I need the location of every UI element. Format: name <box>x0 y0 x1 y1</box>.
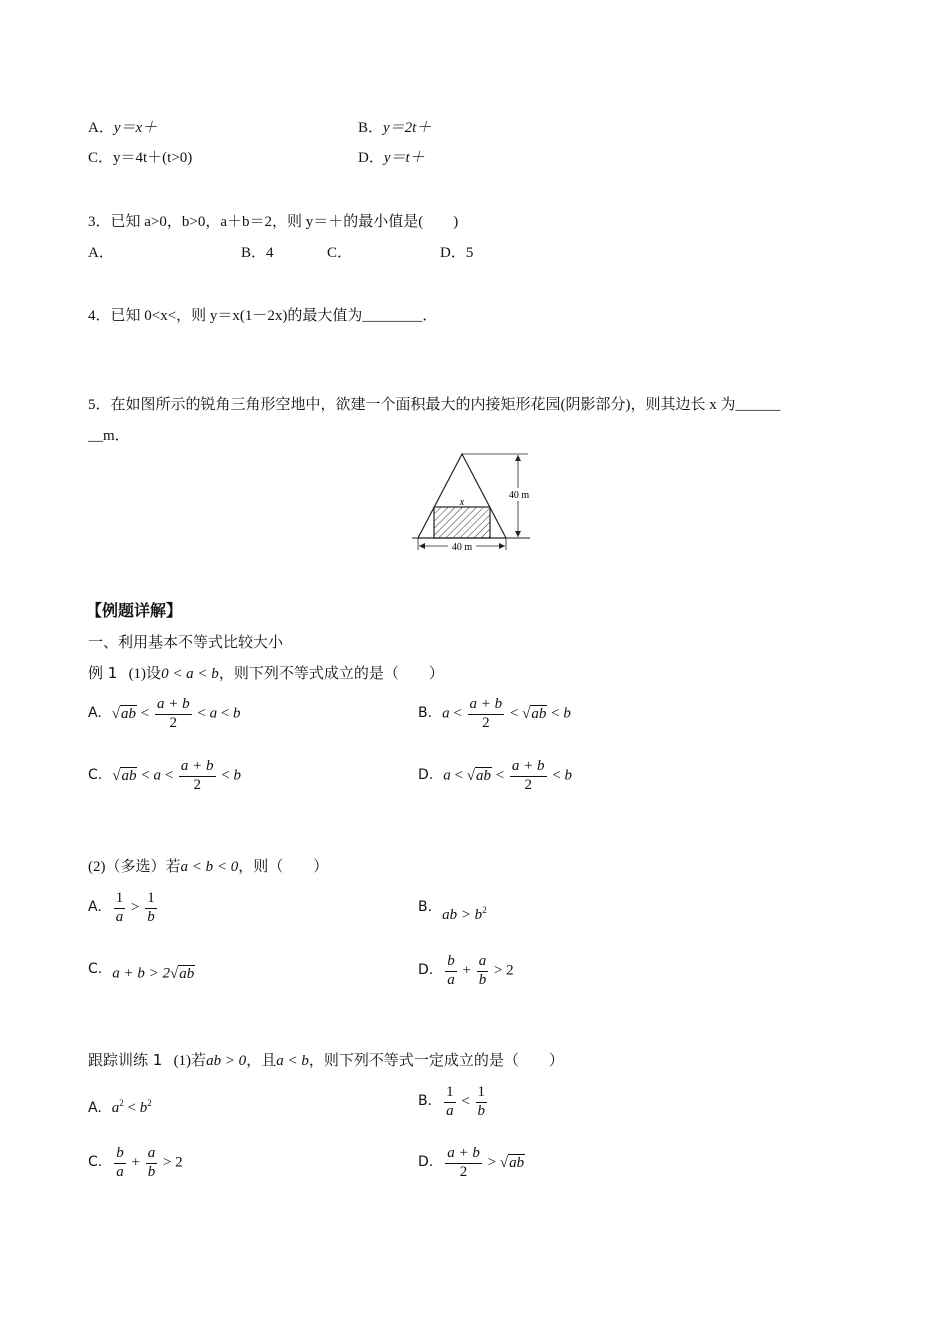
q2-option-b <box>358 116 431 137</box>
q3-option-b: B．4 <box>241 245 274 261</box>
stem-prefix: (2)（多选）若 <box>88 859 181 875</box>
stem-condition: ab > 0 <box>206 1053 247 1069</box>
q5-stem-line1: 5．在如图所示的锐角三角形空地中，欲建一个面积最大的内接矩形花园(阴影部分)，则其边长 x 为______ <box>88 397 781 413</box>
q2-option-c <box>88 146 192 167</box>
var-b: b <box>563 705 571 722</box>
option-text: y＝2t＋ <box>383 120 432 136</box>
q3-stem: 3．已知 a>0，b>0，a＋b＝2，则 y＝＋的最小值是( ) <box>88 214 459 230</box>
stem-prefix: (1)若 <box>173 1053 207 1069</box>
stem-mid: ，且 <box>246 1053 277 1069</box>
sqrt-ab: √ab <box>169 966 195 982</box>
denominator: b <box>147 909 155 925</box>
lt: < <box>123 1100 140 1116</box>
ex1-part2-option-a <box>88 890 159 926</box>
plus: + <box>127 1154 144 1171</box>
numerator: a + b <box>510 758 547 777</box>
sqrt-ab: √ab <box>522 706 547 722</box>
practice-label: 跟踪训练 1 <box>88 1051 163 1069</box>
x-label: x <box>459 497 465 508</box>
height-label: 40 m <box>508 490 530 501</box>
denominator: a <box>115 909 124 925</box>
gt: > <box>483 1154 500 1171</box>
exponent: 2 <box>482 905 487 915</box>
radicand: ab <box>121 768 137 784</box>
stem-condition: 0 < a < b <box>161 666 219 682</box>
stem-condition: a < b < 0 <box>180 859 239 875</box>
fraction <box>114 1145 126 1181</box>
lt: < <box>449 705 466 722</box>
stem-prefix: (1)设 <box>128 666 162 682</box>
option-label: B. <box>418 705 433 722</box>
fraction <box>114 890 126 926</box>
expression: ab > b <box>442 907 483 923</box>
numerator: 1 <box>444 1084 456 1103</box>
option-label: D. <box>418 1154 434 1171</box>
lt: < <box>506 705 523 722</box>
denominator: 2 <box>524 777 532 793</box>
track1-option-d <box>418 1145 525 1181</box>
denominator: 2 <box>482 715 490 731</box>
numerator: a <box>146 1145 158 1164</box>
option-label: B. <box>418 899 433 915</box>
fraction <box>477 953 489 989</box>
fraction <box>445 953 457 989</box>
numerator: a + b <box>179 758 216 777</box>
base-label: 40 m <box>451 542 473 553</box>
option-label: D. <box>418 962 434 979</box>
sqrt-ab: √ab <box>466 768 491 784</box>
stem-suffix: ，则下列不等式成立的是（ ） <box>218 666 444 682</box>
numerator: a + b <box>155 696 192 715</box>
option-label: C． <box>88 150 114 166</box>
exponent: 2 <box>119 1098 124 1108</box>
denominator: a <box>447 972 455 988</box>
lt: < <box>193 705 210 722</box>
fraction <box>444 1084 456 1120</box>
option-label: A. <box>88 899 102 916</box>
ex1-option-b <box>418 696 571 732</box>
arrow-down <box>515 531 521 537</box>
lt: < <box>450 767 467 784</box>
option-label: D. <box>418 767 434 784</box>
fraction <box>445 1145 482 1181</box>
ex1-part2-option-d <box>418 953 514 989</box>
fraction <box>179 758 216 794</box>
numerator: 1 <box>145 890 157 909</box>
fraction <box>476 1084 488 1120</box>
option-label: B． <box>358 120 384 136</box>
q5-stem-line2: __m． <box>88 428 130 444</box>
option-label: D． <box>358 150 384 166</box>
radicand: ab <box>475 768 491 784</box>
var-a: a <box>153 767 161 784</box>
var-a: a <box>111 1100 120 1116</box>
lt: < <box>137 705 153 722</box>
numerator: b <box>445 953 457 972</box>
denominator: a <box>116 1164 124 1180</box>
denominator: 2 <box>169 715 178 731</box>
ex1-part1-stem <box>88 662 444 683</box>
fraction <box>510 758 547 794</box>
gt: > <box>127 899 144 916</box>
radicand: ab <box>509 1155 525 1171</box>
radicand: ab <box>121 706 137 722</box>
lt: < <box>137 767 154 784</box>
denominator: a <box>446 1103 454 1119</box>
denominator: b <box>477 1103 486 1119</box>
shaded-rectangle <box>434 507 490 538</box>
triangle-figure <box>410 446 540 556</box>
numerator: a <box>477 953 489 972</box>
plus: + <box>458 962 475 979</box>
option-label: A. <box>88 705 102 722</box>
ex1-option-a <box>88 696 241 732</box>
option-label: A. <box>88 1100 102 1116</box>
lt: < <box>547 705 564 722</box>
stem-condition: a < b <box>276 1053 309 1069</box>
option-text: y＝t＋ <box>383 150 425 166</box>
lt: < <box>491 767 508 784</box>
numerator: 1 <box>476 1084 488 1103</box>
section-subtitle: 一、利用基本不等式比较大小 <box>88 633 284 651</box>
option-label: B. <box>418 1093 433 1110</box>
arrow-right <box>499 543 505 549</box>
track1-option-a <box>88 1098 152 1117</box>
arrow-left <box>419 543 425 549</box>
expression: a + b > 2 <box>112 965 170 982</box>
denominator: 2 <box>459 1164 468 1180</box>
var-a: a <box>442 705 450 722</box>
q2-option-a <box>88 116 157 137</box>
option-text: y＝4t＋(t>0) <box>113 150 193 166</box>
sqrt-ab: √ab <box>499 1155 525 1171</box>
arrow-up <box>515 455 521 461</box>
denominator: b <box>478 972 487 988</box>
lt: < <box>160 767 177 784</box>
option-text: y＝x＋ <box>113 120 158 136</box>
lt: < <box>217 767 234 784</box>
option-label: C. <box>88 767 103 784</box>
var-a: a <box>443 767 451 784</box>
track1-option-c <box>88 1145 183 1181</box>
track1-option-b <box>418 1084 489 1120</box>
stem-suffix: ，则下列不等式一定成立的是（ ） <box>308 1053 564 1069</box>
var-b: b <box>233 767 241 784</box>
radicand: ab <box>531 706 547 722</box>
var-a: a <box>209 705 218 722</box>
ex1-part2-stem <box>88 855 328 876</box>
var-b: b <box>233 705 241 722</box>
fraction <box>145 890 157 926</box>
option-label: C. <box>88 1154 103 1171</box>
sqrt-ab: √ab <box>111 706 137 722</box>
denominator: b <box>147 1164 156 1180</box>
lt: < <box>548 767 565 784</box>
q3-option-c: C． <box>327 245 353 261</box>
example-label: 例 1 <box>88 664 118 682</box>
denominator: 2 <box>193 777 201 793</box>
track1-stem <box>88 1049 564 1070</box>
lt: < <box>457 1093 474 1110</box>
gt-two: > 2 <box>159 1154 183 1171</box>
numerator: a + b <box>445 1145 482 1164</box>
q3-option-a: A． <box>88 245 114 261</box>
ex1-option-c <box>88 758 241 794</box>
option-label: A． <box>88 120 114 136</box>
q4-stem: 4．已知 0<x<，则 y＝x(1－2x)的最大值为________． <box>88 308 438 324</box>
numerator: b <box>114 1145 126 1164</box>
ex1-option-d <box>418 758 572 794</box>
fraction <box>155 696 192 732</box>
gt-two: > 2 <box>490 962 514 979</box>
var-b: b <box>139 1100 148 1116</box>
ex1-part2-option-c <box>88 961 195 983</box>
var-b: b <box>564 767 572 784</box>
q2-option-d <box>358 146 425 167</box>
radicand: ab <box>179 966 195 982</box>
sqrt-ab: √ab <box>112 768 137 784</box>
section-title: 【例题详解】 <box>86 601 183 620</box>
exponent: 2 <box>147 1098 152 1108</box>
stem-suffix: ，则（ ） <box>238 859 329 875</box>
fraction <box>468 696 505 732</box>
option-label: C. <box>88 961 103 978</box>
numerator: a + b <box>468 696 505 715</box>
ex1-part2-option-b <box>418 899 487 924</box>
lt: < <box>217 705 234 722</box>
q3-option-d: D．5 <box>440 245 474 261</box>
numerator: 1 <box>114 890 126 909</box>
fraction <box>146 1145 158 1181</box>
